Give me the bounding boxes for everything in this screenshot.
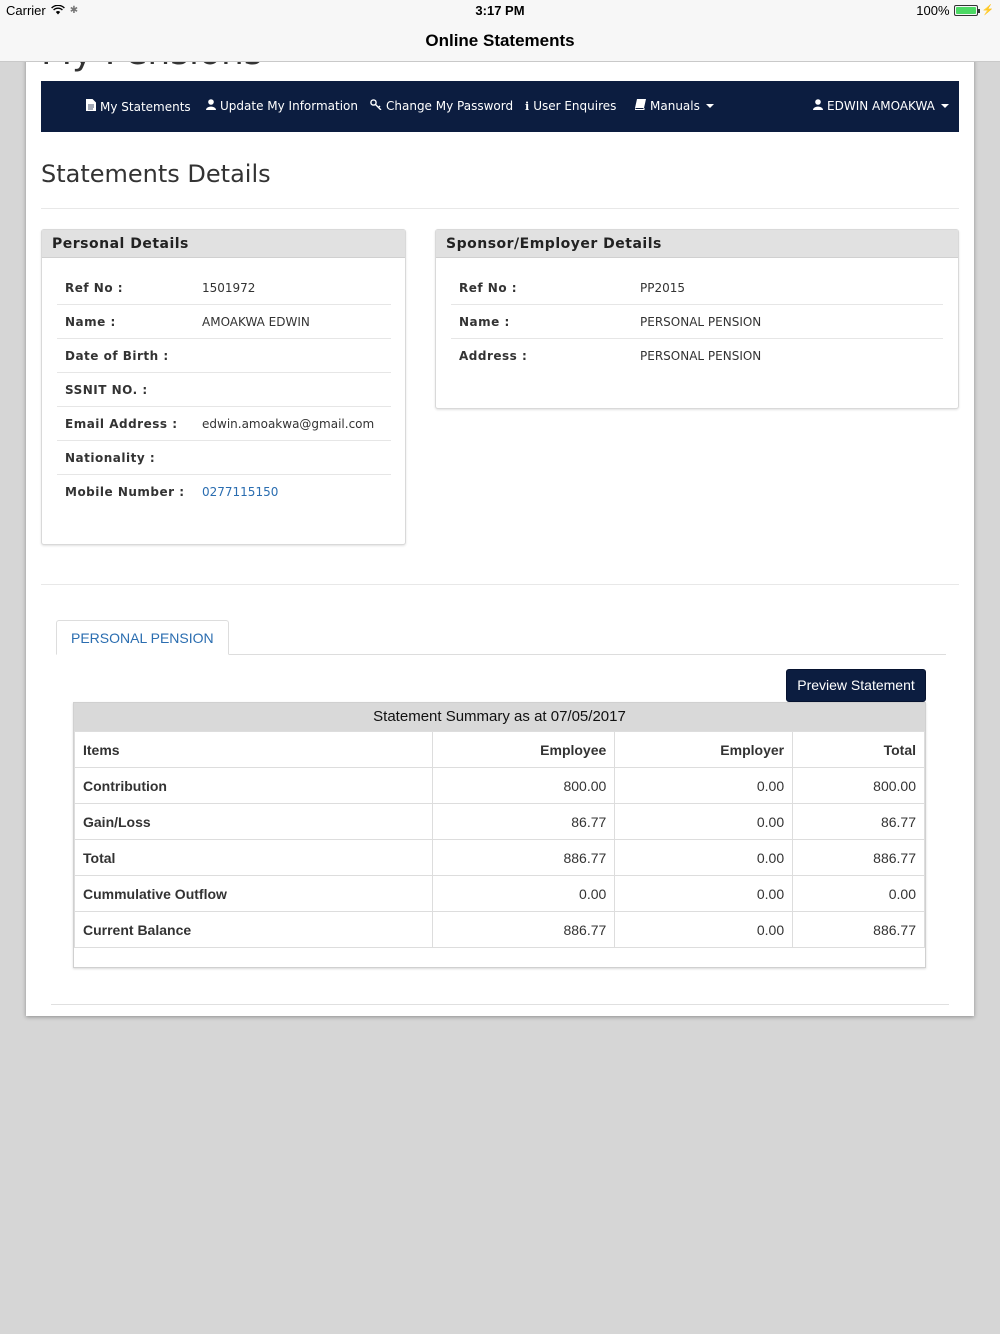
row-item: Contribution (75, 768, 433, 804)
section-title: Statements Details (41, 160, 271, 188)
clock: 3:17 PM (475, 3, 525, 18)
user-name: EDWIN AMOAKWA (827, 99, 935, 113)
summary-table (74, 731, 925, 948)
user-icon (206, 99, 216, 113)
nav-label: User Enquires (533, 99, 617, 113)
nav-manuals-dropdown[interactable] (635, 99, 714, 113)
table-row (75, 804, 925, 840)
total-value: 0.00 (793, 876, 925, 912)
detail-label: Email Address : (65, 417, 178, 431)
chevron-down-icon (706, 104, 714, 108)
employee-value: 886.77 (432, 912, 615, 948)
row-item: Current Balance (75, 912, 433, 948)
panel-title: Personal Details (42, 230, 405, 258)
total-value: 886.77 (793, 912, 925, 948)
employee-value: 886.77 (432, 840, 615, 876)
employer-value: 0.00 (615, 912, 793, 948)
table-row (75, 840, 925, 876)
info-icon: i (525, 99, 530, 113)
row-item: Total (75, 840, 433, 876)
app-navigation-bar (0, 22, 1000, 62)
preview-statement-button[interactable]: Preview Statement (786, 669, 926, 702)
tab-personal-pension[interactable]: PERSONAL PENSION (56, 620, 229, 655)
detail-row-ref-no (451, 271, 943, 305)
detail-value: PP2015 (640, 281, 686, 295)
file-icon (86, 99, 96, 114)
detail-value: PERSONAL PENSION (640, 349, 762, 363)
nav-user-enquires[interactable] (525, 99, 616, 113)
employee-value: 86.77 (432, 804, 615, 840)
main-navigation (41, 81, 959, 132)
key-icon (370, 99, 382, 113)
employee-value: 800.00 (432, 768, 615, 804)
detail-label: Ref No : (65, 281, 124, 295)
charging-icon: ⚡ (981, 5, 994, 16)
total-value: 886.77 (793, 840, 925, 876)
divider (41, 208, 959, 209)
page-card (26, 40, 974, 1016)
app-title: Online Statements (425, 31, 575, 50)
total-value: 86.77 (793, 804, 925, 840)
nav-change-password[interactable] (370, 99, 513, 113)
detail-label: Mobile Number : (65, 485, 185, 499)
panel-title: Sponsor/Employer Details (436, 230, 958, 258)
divider (51, 1004, 949, 1005)
total-value: 800.00 (793, 768, 925, 804)
activity-spinner-icon: ✱ (69, 5, 79, 16)
detail-row-name (451, 305, 943, 339)
battery-icon (954, 5, 978, 16)
user-menu-dropdown[interactable] (813, 99, 949, 113)
nav-label: Change My Password (386, 99, 514, 113)
detail-value: AMOAKWA EDWIN (202, 315, 310, 329)
detail-row-email (57, 407, 391, 441)
status-bar (0, 0, 1000, 22)
summary-title: Statement Summary as at 07/05/2017 (74, 703, 925, 731)
column-header: Items (75, 732, 433, 768)
row-item: Gain/Loss (75, 804, 433, 840)
detail-label: Name : (459, 315, 510, 329)
detail-label: SSNIT NO. : (65, 383, 148, 397)
row-item: Cummulative Outflow (75, 876, 433, 912)
detail-label: Ref No : (459, 281, 518, 295)
detail-label: Name : (65, 315, 116, 329)
sponsor-details-panel (435, 229, 959, 409)
employer-value: 0.00 (615, 768, 793, 804)
table-row (75, 876, 925, 912)
detail-row-address (451, 339, 943, 373)
carrier-label: Carrier (6, 3, 46, 18)
detail-row-mobile (57, 475, 391, 509)
table-row (75, 768, 925, 804)
column-header: Employee (432, 732, 615, 768)
mobile-number-link[interactable]: 0277115150 (202, 485, 279, 499)
nav-label: My Statements (100, 99, 191, 114)
book-icon (635, 99, 646, 113)
tab-bar (56, 620, 946, 655)
column-header: Total (793, 732, 925, 768)
detail-row-nationality (57, 441, 391, 475)
detail-row-name (57, 305, 391, 339)
employee-value: 0.00 (432, 876, 615, 912)
personal-details-panel (41, 229, 406, 545)
divider (41, 584, 959, 585)
employer-value: 0.00 (615, 804, 793, 840)
detail-label: Nationality : (65, 451, 156, 465)
detail-label: Address : (459, 349, 528, 363)
statement-summary (73, 702, 926, 968)
battery-percent: 100% (916, 3, 950, 18)
detail-value: edwin.amoakwa@gmail.com (202, 417, 375, 431)
employer-value: 0.00 (615, 840, 793, 876)
employer-value: 0.00 (615, 876, 793, 912)
table-header-row (75, 732, 925, 768)
column-header: Employer (615, 732, 793, 768)
detail-row-ssnit (57, 373, 391, 407)
nav-label: Update My Information (220, 99, 359, 113)
nav-label: Manuals (650, 99, 700, 113)
nav-update-information[interactable] (206, 99, 358, 113)
detail-label: Date of Birth : (65, 349, 169, 363)
detail-value: PERSONAL PENSION (640, 315, 762, 329)
nav-my-statements[interactable] (86, 99, 191, 114)
detail-value: 1501972 (202, 281, 256, 295)
table-row (75, 912, 925, 948)
user-icon (813, 99, 823, 113)
detail-row-ref-no (57, 271, 391, 305)
detail-row-date-of-birth (57, 339, 391, 373)
chevron-down-icon (941, 104, 949, 108)
